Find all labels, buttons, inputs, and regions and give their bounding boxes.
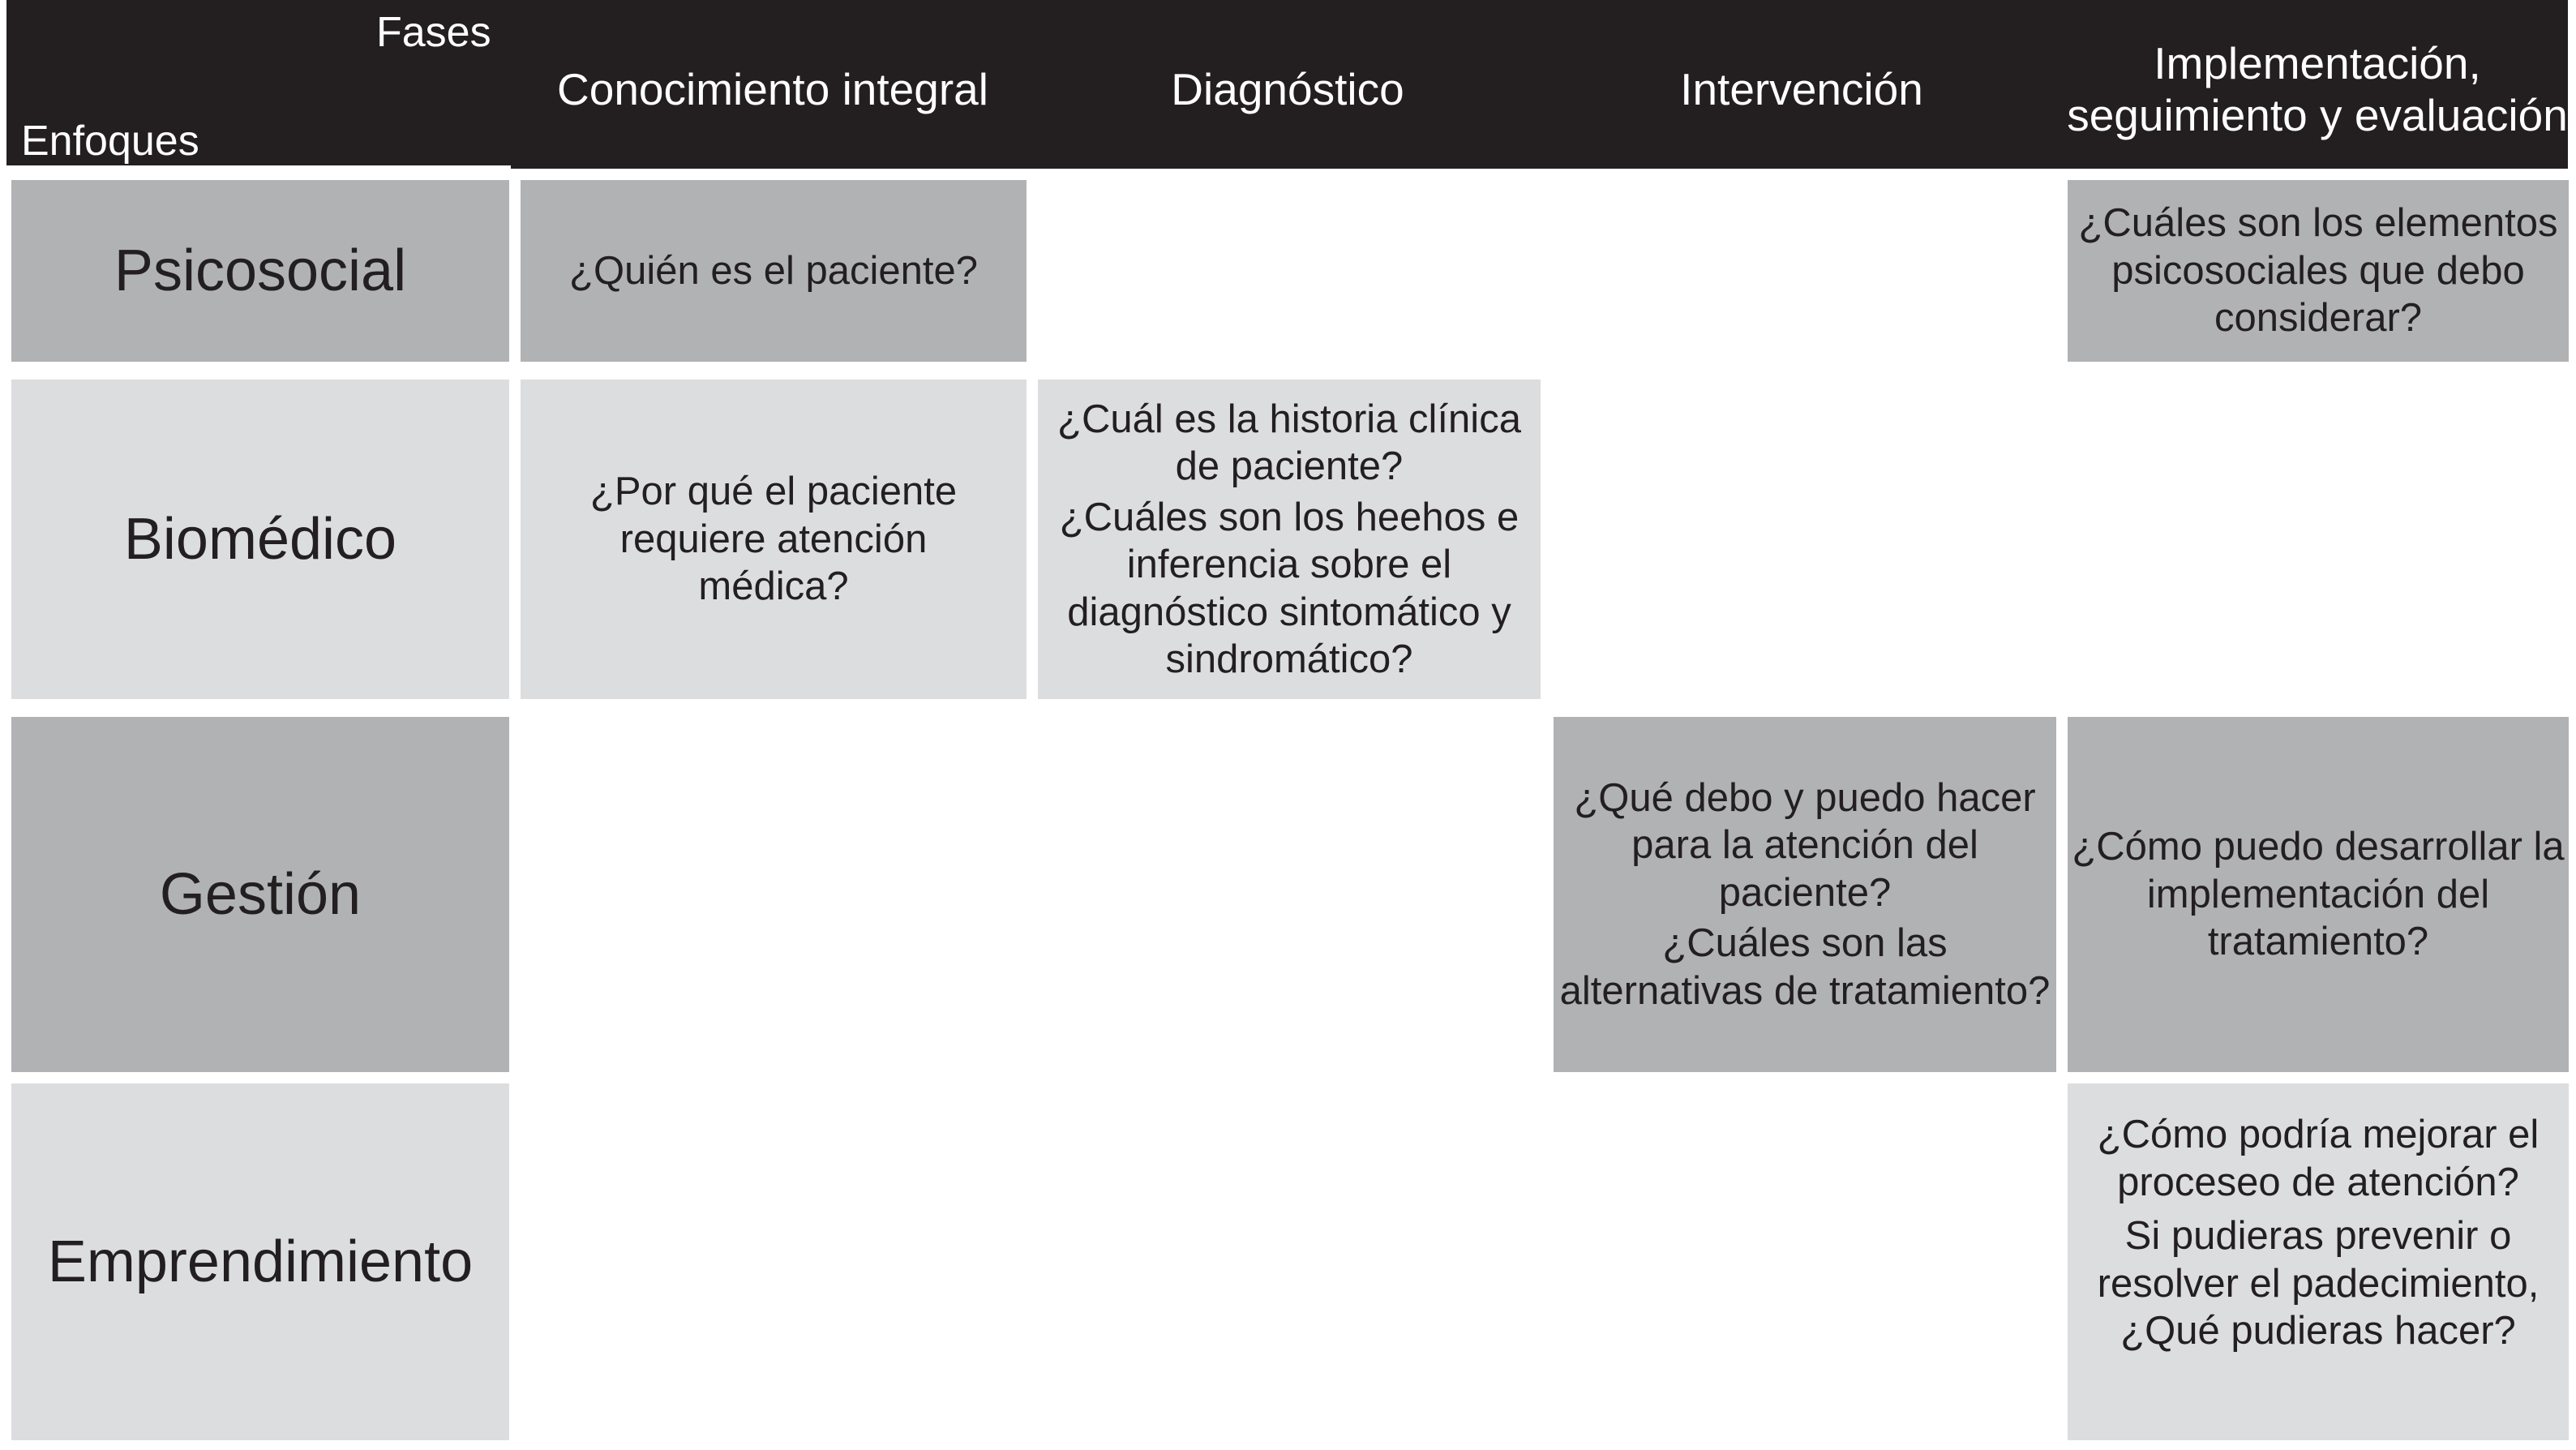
question-text: ¿Por qué el paciente requiere atención médica? <box>589 470 958 609</box>
question-text: ¿Quién es el paciente? <box>569 248 978 293</box>
question-text: ¿Cuáles son los heehos e inferencia sobre el diagnóstico sintomático y sindromático? <box>1059 495 1519 681</box>
cell-psicosocial-implementacion <box>2068 180 2569 362</box>
header-corner <box>6 0 511 165</box>
column-header-intervencion: Intervención <box>1680 64 1923 114</box>
row-label-biomedico <box>11 380 509 699</box>
question-text: ¿Cuál es la historia clínica de paciente? <box>1057 397 1521 488</box>
column-header-implementacion: Implementación, seguimiento y evaluación <box>2067 38 2568 140</box>
cell-biomedico-diagnostico <box>1038 380 1541 699</box>
column-header-diagnostico: Diagnóstico <box>1171 64 1404 114</box>
question-text: ¿Qué debo y puedo hacer para la atención del paciente? <box>1574 775 2036 915</box>
question-text: ¿Cómo puedo desarrollar la implementación del tratamiento? <box>2072 825 2565 964</box>
cell-biomedico-conocimiento <box>521 380 1027 699</box>
question-text: ¿Cuáles son los elementos psicosociales que debo considerar? <box>2078 201 2558 341</box>
cell-emprendimiento-implementacion <box>2068 1083 2569 1440</box>
row-title: Biomédico <box>123 507 397 572</box>
enfoques-label: Enfoques <box>21 118 199 165</box>
question-text: ¿Cómo podría mejorar el proceseo de atención? <box>2097 1113 2540 1204</box>
question-text: ¿Cuáles son las alternativas de tratamiento? <box>1559 921 2051 1013</box>
row-title: Emprendimiento <box>47 1229 474 1294</box>
row-label-gestion <box>11 717 509 1072</box>
fases-label: Fases <box>376 9 491 56</box>
question-text: Si pudieras prevenir o resolver el padecimiento, ¿Qué pudieras hacer? <box>2097 1214 2540 1353</box>
cell-gestion-intervencion <box>1554 717 2056 1072</box>
column-header-conocimiento: Conocimiento integral <box>557 64 988 114</box>
row-title: Psicosocial <box>114 238 407 303</box>
row-label-emprendimiento <box>11 1083 509 1440</box>
row-label-psicosocial <box>11 180 509 362</box>
row-title: Gestión <box>159 862 362 927</box>
cell-gestion-implementacion <box>2068 717 2569 1072</box>
cell-psicosocial-conocimiento <box>521 180 1027 362</box>
